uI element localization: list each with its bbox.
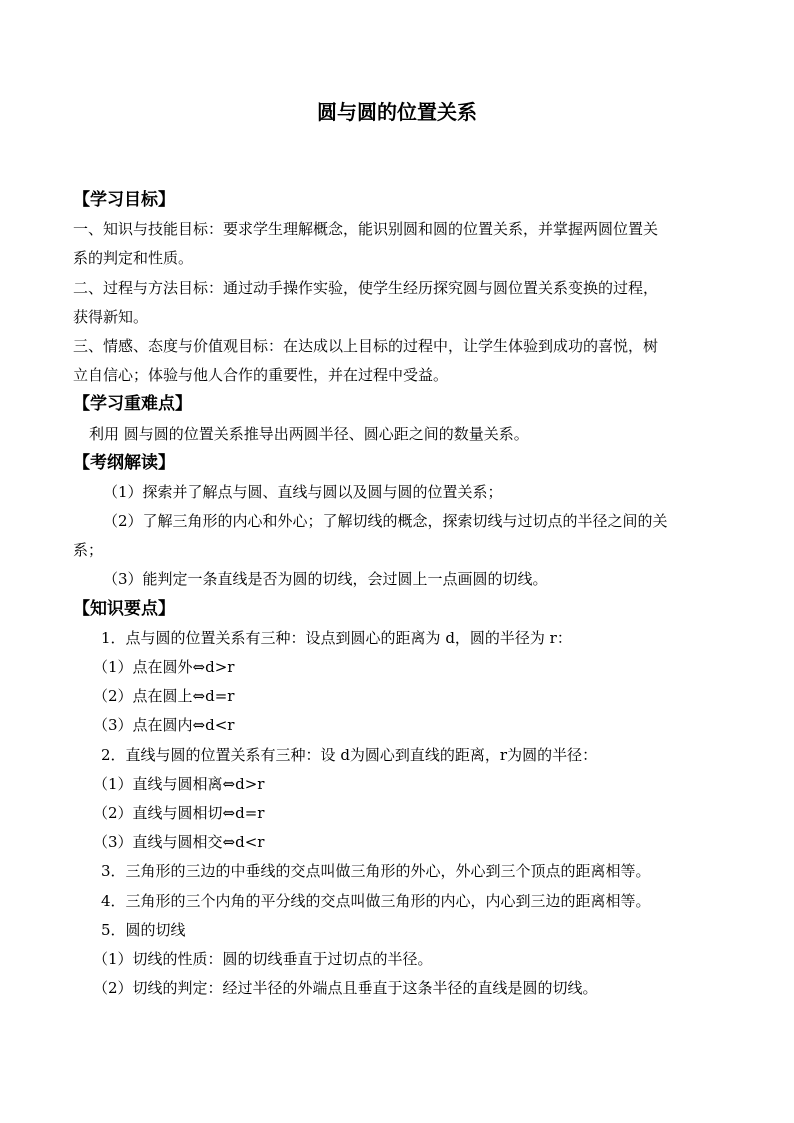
list-item: （2）点在圆上⇔d=r bbox=[93, 687, 235, 706]
list-item: （3）能判定一条直线是否为圆的切线，会过圆上一点画圆的切线。 bbox=[103, 570, 548, 589]
paragraph-line: 获得新知。 bbox=[73, 307, 149, 326]
list-item: （1）直线与圆相离⇔d>r bbox=[93, 774, 265, 793]
list-item: （2）了解三角形的内心和外心；了解切线的概念，探索切线与过切点的半径之间的关 bbox=[103, 512, 668, 531]
list-item: （3）直线与圆相交⇔d<r bbox=[93, 833, 265, 852]
list-item: 2．直线与圆的位置关系有三种：设 d为圆心到直线的距离，r为圆的半径： bbox=[101, 745, 598, 764]
list-item: （1）点在圆外⇔d>r bbox=[93, 658, 235, 676]
document-body bbox=[73, 186, 721, 1003]
document-title: 圆与圆的位置关系 bbox=[317, 100, 477, 124]
paragraph-line: 系的判定和性质。 bbox=[73, 249, 194, 268]
list-item: 1．点与圆的位置关系有三种：设点到圆心的距离为 d，圆的半径为 r： bbox=[101, 628, 572, 647]
paragraph-line: 利用 圆与圆的位置关系推导出两圆半径、圆心距之间的数量关系。 bbox=[89, 424, 529, 443]
list-item: 5．圆的切线 bbox=[101, 920, 186, 939]
list-item: （3）点在圆内⇔d<r bbox=[93, 716, 235, 735]
list-item: （2）切线的判定：经过半径的外端点且垂直于这条半径的直线是圆的切线。 bbox=[93, 979, 598, 998]
list-item-continuation: 系； bbox=[73, 541, 104, 560]
paragraph-line: 二、过程与方法目标：通过动手操作实验，使学生经历探究圆与圆位置关系变换的过程， bbox=[73, 278, 659, 297]
list-item: 4．三角形的三个内角的平分线的交点叫做三角形的内心，内心到三边的距离相等。 bbox=[101, 891, 651, 910]
list-item: （2）直线与圆相切⇔d=r bbox=[93, 803, 265, 822]
list-item: （1）探索并了解点与圆、直线与圆以及圆与圆的位置关系； bbox=[103, 482, 503, 501]
list-item: （1）切线的性质：圆的切线垂直于过切点的半径。 bbox=[93, 949, 433, 968]
section-heading-key-points: 【学习重难点】 bbox=[73, 394, 192, 415]
list-item: 3．三角形的三边的中垂线的交点叫做三角形的外心，外心到三个顶点的距离相等。 bbox=[101, 862, 651, 881]
paragraph-line: 一、知识与技能目标：要求学生理解概念，能识别圆和圆的位置关系，并掌握两圆位置关 bbox=[73, 220, 659, 239]
paragraph-line: 立自信心；体验与他人合作的重要性，并在过程中受益。 bbox=[73, 366, 449, 385]
paragraph-line: 三、情感、态度与价值观目标：在达成以上目标的过程中，让学生体验到成功的喜悦，树 bbox=[73, 336, 659, 355]
section-heading-syllabus: 【考纲解读】 bbox=[73, 452, 175, 473]
section-heading-knowledge: 【知识要点】 bbox=[73, 598, 175, 619]
section-heading-objectives: 【学习目标】 bbox=[73, 190, 175, 210]
